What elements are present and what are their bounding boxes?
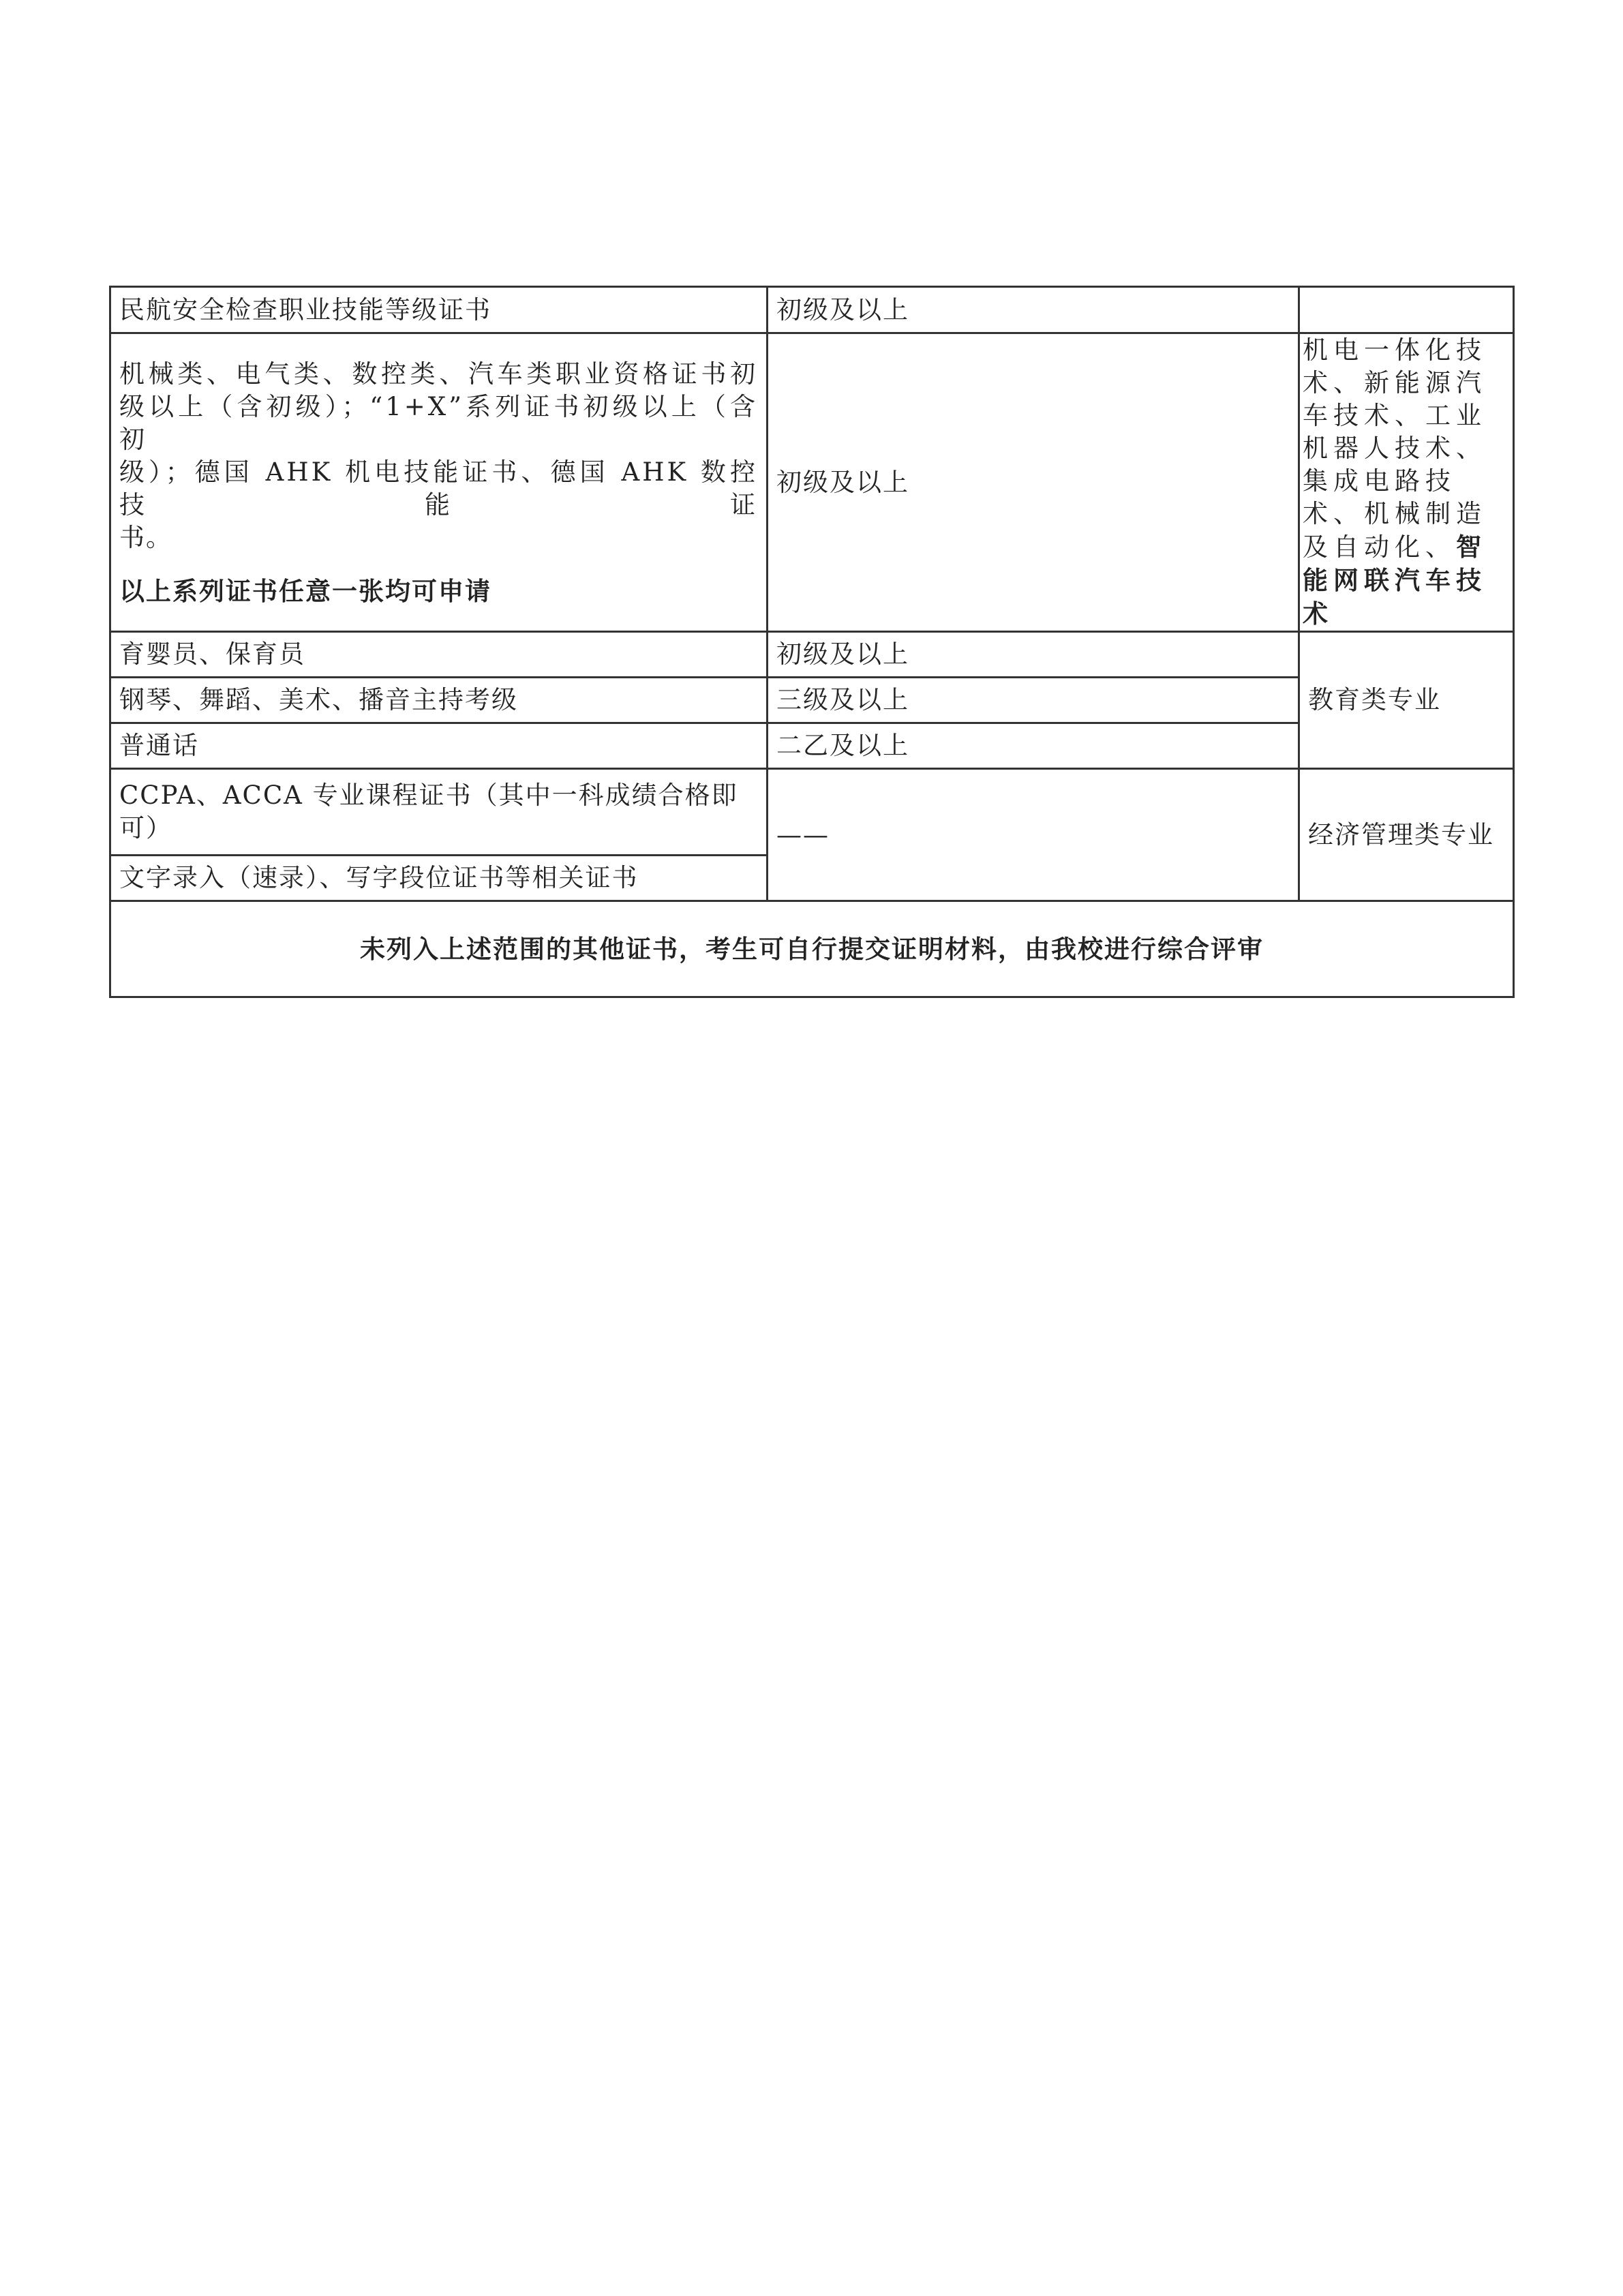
cert-line: 机械类、电气类、数控类、汽车类职业资格证书初 — [119, 359, 758, 389]
cert-cell: 育婴员、保育员 — [110, 632, 768, 678]
cert-line: 级）；德国 AHK 机电技能证书、德国 AHK 数控技能证 — [119, 457, 758, 519]
certificate-table — [109, 286, 1515, 998]
level-cell: —— — [768, 769, 1299, 901]
cert-line: 级以上（含初级）；“1+X”系列证书初级以上（含初 — [119, 391, 758, 454]
cert-cell: 民航安全检查职业技能等级证书 — [110, 287, 768, 333]
table-row — [110, 287, 1514, 333]
table-row — [110, 333, 1514, 632]
major-list: 机电一体化技术、新能源汽车技术、工业机器人技术、集成电路技术、机械制造及自动化、 — [1303, 335, 1487, 562]
major-cell: 经济管理类专业 — [1299, 769, 1514, 901]
level-cell: 初级及以上 — [768, 333, 1299, 632]
table-row — [110, 901, 1514, 997]
cert-cell: 钢琴、舞蹈、美术、播音主持考级 — [110, 678, 768, 723]
cert-cell — [110, 333, 768, 632]
level-cell: 初级及以上 — [768, 287, 1299, 333]
level-cell: 二乙及以上 — [768, 723, 1299, 769]
cert-cell: CCPA、ACCA 专业课程证书（其中一科成绩合格即可） — [110, 769, 768, 856]
cert-note: 以上系列证书任意一张均可申请 — [119, 575, 491, 606]
footer-note: 未列入上述范围的其他证书，考生可自行提交证明材料，由我校进行综合评审 — [110, 901, 1514, 997]
cert-cell: 文字录入（速录）、写字段位证书等相关证书 — [110, 856, 768, 901]
level-cell: 三级及以上 — [768, 678, 1299, 723]
table-row — [110, 769, 1514, 856]
major-cell — [1299, 287, 1514, 333]
major-highlight: 智能网联汽车技术 — [1303, 532, 1487, 629]
cert-line: 书。 — [119, 522, 172, 552]
major-cell: 教育类专业 — [1299, 632, 1514, 769]
level-cell: 初级及以上 — [768, 632, 1299, 678]
major-cell — [1299, 333, 1514, 632]
table-row — [110, 632, 1514, 678]
cert-cell: 普通话 — [110, 723, 768, 769]
